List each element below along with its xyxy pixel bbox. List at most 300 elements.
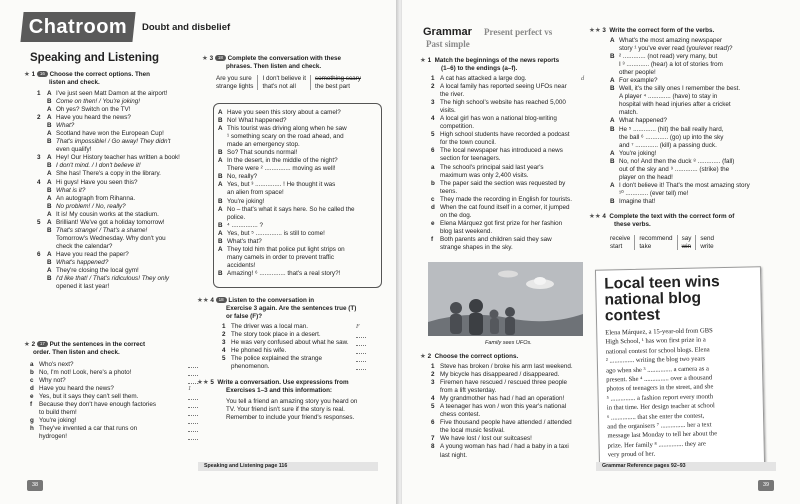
- dialogue-line: [610, 101, 750, 109]
- list-item: [431, 123, 572, 131]
- item-label: 3: [431, 379, 435, 387]
- line-text: Have you heard the news?: [56, 114, 131, 122]
- line-text: No! What happened?: [227, 117, 287, 125]
- speaker: B: [218, 221, 223, 229]
- exercise-instruction: Complete the conversation with these: [227, 55, 341, 62]
- line-text: A player ⁴ ............. (have) to stay in: [619, 93, 718, 101]
- item-label: 6: [431, 147, 435, 155]
- page-footer: [198, 462, 378, 471]
- line-text: That's strange! / That's a shame!: [56, 226, 148, 234]
- list-item: [30, 401, 156, 409]
- speaker: B: [47, 186, 52, 194]
- line-text: story ¹ you've ever read (you/ever read)?: [619, 45, 733, 53]
- ex1-header: [24, 71, 150, 79]
- line-text: made an emergency stop.: [227, 141, 300, 149]
- item-text: The high school's website has reached 5,000: [440, 99, 566, 107]
- r-ex2-header: [420, 353, 518, 361]
- dialogue-line: [37, 98, 180, 106]
- instruction-text: listen and check.: [49, 79, 100, 86]
- line-number: 6: [37, 250, 41, 258]
- line-text: Have you seen this story about a camel?: [227, 109, 341, 116]
- speaker: B: [218, 237, 223, 245]
- list-item: [431, 244, 572, 252]
- speaker: A: [610, 149, 615, 157]
- dialogue-line: [37, 90, 180, 98]
- line-text: I've just seen Matt Damon at the airport!: [56, 90, 168, 97]
- speaker: A: [218, 157, 223, 165]
- speaker: A: [47, 218, 52, 226]
- speaker: A: [610, 37, 615, 44]
- line-text: Have you read the paper?: [56, 250, 129, 258]
- answer-blank: [188, 361, 198, 368]
- line-text: I don't mind. / I don't believe it!: [56, 162, 141, 170]
- difficulty-stars: ★: [24, 71, 30, 78]
- speaker: A: [218, 245, 223, 253]
- item-text: Why not?: [39, 377, 66, 385]
- exercise-number: 4: [210, 297, 214, 304]
- list-item: [431, 452, 573, 460]
- phrase: something scary: [315, 75, 361, 82]
- exercise-number: 5: [210, 379, 214, 386]
- item-label: a: [431, 163, 435, 171]
- dialogue-line: [37, 122, 180, 130]
- item-text: Five thousand people have attended / attended: [440, 419, 572, 427]
- line-text: I don't believe it! That's the most amazing story: [619, 181, 750, 189]
- line-text: and ⁷ ............. (kill) a passing duck.: [619, 141, 717, 149]
- item-text: from a lift yesterday.: [440, 387, 497, 395]
- dialogue-line: [37, 275, 180, 283]
- dialogue-line: [218, 133, 355, 141]
- dialogue-line: [218, 109, 355, 117]
- item-text: Both parents and children said they saw: [440, 235, 552, 243]
- answer-blank: [188, 409, 198, 416]
- instruction-text: Exercises 1–3 and this information:: [226, 387, 333, 394]
- item-text: The driver was a local man.: [231, 323, 308, 330]
- news-headline: [596, 267, 761, 324]
- speaker: A: [47, 106, 52, 114]
- speaker: B: [218, 149, 223, 157]
- ex2-lines: [30, 361, 192, 441]
- news-line: very proud of her.: [607, 450, 656, 459]
- dialogue-line: [37, 259, 180, 267]
- line-number: 5: [37, 218, 41, 226]
- verb: win: [681, 242, 692, 250]
- verb: write: [700, 242, 714, 250]
- list-item: [431, 172, 572, 180]
- item-text: The police explained the strange: [231, 355, 323, 363]
- list-item: [431, 75, 585, 83]
- line-text: No – that's what it says here. So he called the: [227, 205, 355, 213]
- dialogue-line: [37, 203, 180, 211]
- exercise-instruction-2: [441, 65, 517, 73]
- line-text: This tourist was driving along when he saw: [227, 125, 347, 133]
- dialogue-line: [37, 162, 180, 170]
- speaker: B: [47, 138, 52, 146]
- item-text: You're joking!: [39, 417, 77, 425]
- line-text: Yes, but ⁵ ............... is still to come!: [227, 229, 325, 237]
- dialogue-line: [37, 170, 180, 178]
- news-line: prize. Her family ⁸ ............... they are: [607, 440, 706, 450]
- item-text: the river.: [440, 91, 465, 99]
- line-text: accidents!: [227, 261, 256, 269]
- exercise-instruction: Choose the correct options.: [434, 353, 519, 360]
- item-label: c: [30, 377, 34, 385]
- line-text: out of the sky and ⁹ ............. (strike) the: [619, 165, 730, 173]
- dialogue-line: [37, 235, 180, 243]
- phrase-box: [212, 75, 365, 90]
- item-text: Have you heard the news?: [39, 385, 114, 393]
- list-item: [222, 363, 349, 371]
- line-text: No, really?: [227, 173, 258, 181]
- instruction-text: or false (F)?: [226, 313, 263, 320]
- line-text: In the desert, in the middle of the night?: [227, 157, 338, 165]
- item-label: e: [431, 219, 435, 227]
- item-text: They made the recording in English for tourists.: [440, 195, 572, 203]
- item-text: Yes, but it says they can't sell them.: [39, 393, 139, 401]
- dialogue-line: [610, 198, 750, 206]
- list-item: [30, 393, 156, 401]
- verb: say: [681, 235, 692, 242]
- item-label: 6: [431, 419, 435, 427]
- audio-icon[interactable]: [216, 297, 227, 303]
- dialogue-line: [37, 243, 180, 251]
- item-text: competition.: [440, 123, 474, 131]
- instruction-text: these verbs.: [614, 221, 651, 228]
- item-text: Elena Márquez got first prize for her fashion: [440, 219, 563, 227]
- dialogue-line: [610, 158, 750, 166]
- line-text: They told him that police put light strips on: [227, 245, 345, 253]
- list-item: [431, 419, 573, 427]
- line-text: Imagine that!: [619, 197, 656, 205]
- r-ex4-header: [589, 213, 734, 221]
- footer-text: Grammar Reference pages 92–93: [602, 463, 686, 469]
- dialogue-line: [218, 181, 355, 189]
- exercise-instruction-2: [226, 387, 332, 395]
- speaker: B: [610, 125, 615, 133]
- dialogue-line: [610, 142, 750, 150]
- difficulty-stars: ★: [202, 55, 208, 62]
- list-item: [431, 131, 572, 139]
- item-label: f: [30, 401, 33, 409]
- item-text: My bicycle has disappeared / disappeared.: [440, 371, 560, 379]
- speaker: B: [47, 98, 52, 106]
- dialogue-line: [218, 222, 355, 230]
- exercise-instruction-2: [614, 221, 651, 229]
- speaker: B: [47, 258, 52, 266]
- line-text: Brilliant! We've got a holiday tomorrow!: [56, 218, 165, 226]
- dialogue-line: [218, 230, 355, 238]
- list-item: [431, 387, 573, 395]
- audio-icon[interactable]: [215, 55, 226, 61]
- list-item: [222, 347, 349, 355]
- dialogue-line: [37, 106, 180, 114]
- speaker: B: [610, 85, 615, 93]
- item-text: hydrogen!: [39, 433, 68, 441]
- list-item: [431, 83, 572, 91]
- line-text: police.: [227, 213, 246, 221]
- exercise-number: 4: [602, 213, 606, 220]
- speaker: A: [47, 267, 52, 275]
- dialogue-line: [610, 93, 750, 101]
- news-line: ⁵ ............... a fashion report every month: [606, 393, 714, 403]
- list-item: [30, 433, 156, 441]
- item-text: The school's principal said last year's: [440, 163, 544, 171]
- exercise-instruction-3: [226, 313, 262, 321]
- line-text: Hi guys! Have you seen this?: [56, 178, 138, 186]
- chatroom-banner: [20, 12, 135, 42]
- news-line: present. She ⁴ ............... over a thousand: [606, 374, 713, 384]
- line-text: Come on then! / You're joking!: [56, 98, 141, 106]
- headline-line: Local teen wins: [604, 273, 720, 293]
- section-heading: Speaking and Listening: [30, 52, 160, 64]
- item-text: teens.: [440, 187, 458, 195]
- dialogue-line: [218, 173, 355, 181]
- line-text: She has! There's a copy in the library.: [56, 170, 161, 178]
- line-text: Tomorrow's Wednesday. Why don't you: [56, 234, 166, 242]
- speaker: B: [610, 197, 615, 205]
- news-line: and the organisers ⁷ ............... her a text: [607, 421, 712, 431]
- exercise-instruction: Choose the correct options. Then: [49, 71, 151, 78]
- grammar-topic: Present perfect vs: [484, 27, 553, 37]
- text-line: TV. Your friend isn't sure if the story is real.: [226, 406, 345, 414]
- speaker: B: [218, 117, 223, 125]
- speaker: A: [610, 181, 615, 189]
- phrase-cell: [212, 75, 258, 90]
- verb-cell: [677, 235, 696, 250]
- phrase-cell: [311, 75, 365, 90]
- verb-box: [606, 235, 718, 250]
- list-item: [431, 91, 572, 99]
- ex4-lines: [222, 323, 360, 371]
- item-text: The local newspaper has introduced a news: [440, 147, 563, 155]
- difficulty-stars: ★★: [197, 379, 209, 386]
- item-label: 1: [431, 75, 435, 82]
- answer-blank: [188, 417, 198, 424]
- dialogue-line: [218, 125, 355, 133]
- speaker: A: [610, 117, 615, 125]
- line-number: 1: [37, 90, 41, 97]
- grammar-heading: Grammar: [423, 26, 472, 38]
- dialogue-line: [37, 114, 180, 122]
- dialogue-line: [610, 37, 750, 45]
- dialogue-line: [37, 130, 180, 138]
- list-item: [431, 236, 572, 244]
- list-item: [431, 107, 572, 115]
- line-text: player on the head!: [619, 173, 673, 181]
- instruction-text: Exercise 3 again. Are the sentences true (T): [226, 305, 357, 312]
- list-item: [222, 355, 349, 363]
- dialogue-line: [218, 198, 355, 206]
- line-number: 4: [37, 178, 41, 186]
- speaker: A: [610, 77, 615, 85]
- news-line: national contest for school blogs. Elena: [605, 346, 710, 356]
- phrase: the best part: [315, 82, 351, 90]
- list-item: [431, 379, 573, 387]
- line-text: Yes, but ³ ............... ! He thought it was: [227, 181, 336, 189]
- line-text: I ³ ............. (hear) a lot of stories from: [619, 61, 723, 69]
- item-label: 3: [431, 99, 435, 107]
- news-body: [597, 321, 764, 460]
- page-number: 39: [758, 480, 774, 491]
- item-label: d: [30, 385, 34, 393]
- dialogue-line: [218, 157, 355, 165]
- difficulty-stars: ★: [420, 57, 426, 64]
- banner-title: Chatroom: [28, 16, 128, 38]
- item-text: Because they don't have enough factories: [39, 401, 157, 409]
- dialogue-line: [610, 109, 750, 117]
- line-number: 3: [37, 154, 41, 162]
- phrase: Are you sure: [216, 75, 252, 82]
- exercise-instruction: Write a conversation. Use expressions from: [217, 379, 349, 386]
- line-text: No, no! And then the duck ⁸ ............. (fall): [619, 157, 735, 165]
- newspaper-clipping: [595, 266, 765, 467]
- speaker: A: [47, 170, 52, 178]
- audio-icon[interactable]: [37, 71, 48, 77]
- item-label: h: [30, 425, 34, 433]
- item-text: visits.: [440, 107, 456, 115]
- line-text: You're joking!: [227, 197, 265, 205]
- line-text: other people!: [619, 69, 656, 77]
- item-label: 2: [222, 331, 226, 339]
- dialogue-line: [610, 85, 750, 93]
- image-caption: Family sees UFOs.: [485, 340, 532, 346]
- item-text: They've invented a car that runs on: [39, 425, 138, 433]
- difficulty-stars: ★★: [589, 213, 601, 220]
- verb-cell: [606, 235, 635, 250]
- verb-cell: [696, 235, 718, 250]
- speaker: B: [218, 173, 223, 181]
- answer-blank: [356, 363, 366, 370]
- ex1-lines: [37, 90, 180, 291]
- dialogue-line: [218, 117, 355, 125]
- speaker: A: [218, 109, 223, 116]
- news-line: photos of teenagers in the street, and she: [606, 383, 714, 393]
- list-item: [431, 99, 572, 107]
- line-text: What?: [56, 122, 75, 130]
- item-label: 5: [431, 131, 435, 139]
- item-label: 4: [431, 395, 435, 403]
- dialogue-line: [218, 254, 355, 262]
- item-text: A cat has attacked a large dog.: [440, 75, 527, 82]
- dialogue-line: [610, 53, 750, 61]
- difficulty-stars: ★: [24, 341, 30, 348]
- r-ex3-lines: [610, 37, 750, 206]
- dialogue-line: [37, 219, 180, 227]
- list-item: [431, 443, 573, 451]
- item-label: 5: [222, 355, 226, 363]
- item-text: Steve has broken / broke his arm last weekend.: [440, 363, 573, 370]
- line-text: For example?: [619, 77, 658, 85]
- exercise-number: 2: [427, 353, 432, 360]
- list-item: [431, 164, 572, 172]
- speaker: B: [47, 122, 52, 130]
- exercise-number: 2: [31, 341, 36, 348]
- list-item: [30, 385, 192, 393]
- line-text: an alien from space!: [227, 189, 284, 197]
- item-label: a: [30, 361, 34, 368]
- r-ex1-header: [420, 57, 559, 65]
- ufo-picture: [428, 262, 583, 336]
- list-item: [30, 425, 156, 433]
- line-text: What happened?: [619, 117, 667, 125]
- line-text: There were ² ............... moving as well!: [227, 165, 336, 173]
- line-text: ¹⁰ ............. (ever tell) me!: [619, 189, 689, 197]
- answer-blank: [188, 369, 198, 376]
- item-text: He was very confused about what he saw.: [231, 339, 349, 347]
- audio-track: 18: [218, 297, 224, 303]
- r-ex2-lines: [431, 363, 573, 460]
- exercise-number: 1: [427, 57, 432, 64]
- audio-icon[interactable]: [37, 341, 48, 347]
- line-text: even qualify!: [56, 146, 92, 154]
- ufo-illustration: [428, 262, 583, 336]
- item-text: strange shapes in the sky.: [440, 243, 513, 251]
- instruction-text: order. Then listen and check.: [33, 349, 120, 356]
- speaker: A: [47, 154, 52, 162]
- item-label: 4: [431, 115, 435, 123]
- item-text: maximum was only 2,400 visits.: [440, 171, 529, 179]
- item-text: The paper said the section was requested by: [440, 179, 566, 187]
- speaker: A: [218, 181, 223, 189]
- list-item: [30, 369, 156, 377]
- list-item: [431, 155, 572, 163]
- dialogue-line: [610, 117, 750, 125]
- speaker: A: [47, 194, 52, 202]
- headline-line: national blog contest: [604, 289, 702, 325]
- news-line: in that time. Her design teacher at school: [606, 402, 715, 412]
- dialogue-line: [610, 45, 750, 53]
- ex3-header: [202, 55, 341, 63]
- speaker: A: [47, 250, 52, 258]
- exercise-instruction-2: [49, 79, 100, 87]
- item-label: b: [431, 179, 435, 187]
- item-text: on the dog.: [440, 211, 472, 219]
- lesson-subtitle: Doubt and disbelief: [142, 22, 231, 33]
- exercise-instruction: Match the beginnings of the news reports: [434, 57, 560, 64]
- speaker: A: [218, 205, 223, 213]
- speaker: A: [47, 114, 52, 122]
- item-text: chess contest.: [440, 411, 481, 419]
- dialogue-line: [218, 149, 355, 157]
- line-text: What's happened?: [56, 258, 109, 266]
- item-label: g: [30, 417, 34, 425]
- item-text: A teenager has won / won this year's national: [440, 403, 567, 411]
- item-label: 1: [222, 323, 226, 330]
- exercise-instruction: Complete the text with the correct form of: [609, 213, 735, 220]
- dialogue-line: [610, 174, 750, 182]
- exercise-instruction: Listen to the conversation in: [228, 297, 315, 304]
- news-line: Elena Márquez, a 15-year-old from GBS: [605, 327, 713, 337]
- line-text: So? That sounds normal!: [227, 149, 298, 157]
- speaker: A: [218, 125, 223, 133]
- exercise-number: 3: [602, 27, 606, 34]
- item-text: A young woman has had / had a baby in a taxi: [440, 443, 569, 451]
- answer-blank: [356, 347, 366, 354]
- list-item: [30, 409, 156, 417]
- dialogue-line: [218, 141, 355, 149]
- line-text: What's that?: [227, 237, 262, 245]
- item-label: 1: [431, 363, 435, 370]
- dialogue-line: [610, 182, 750, 190]
- dialogue-line: [218, 262, 355, 270]
- news-line: message last Monday to tell her about the: [607, 430, 718, 441]
- item-text: A local family has reported seeing UFOs near: [440, 83, 567, 91]
- exercise-instruction: Put the sentences in the correct: [49, 341, 146, 348]
- item-label: 2: [431, 83, 435, 91]
- speaker: B: [610, 53, 615, 61]
- exercise-instruction-2: [226, 63, 321, 71]
- item-text: phenomenon.: [231, 363, 270, 371]
